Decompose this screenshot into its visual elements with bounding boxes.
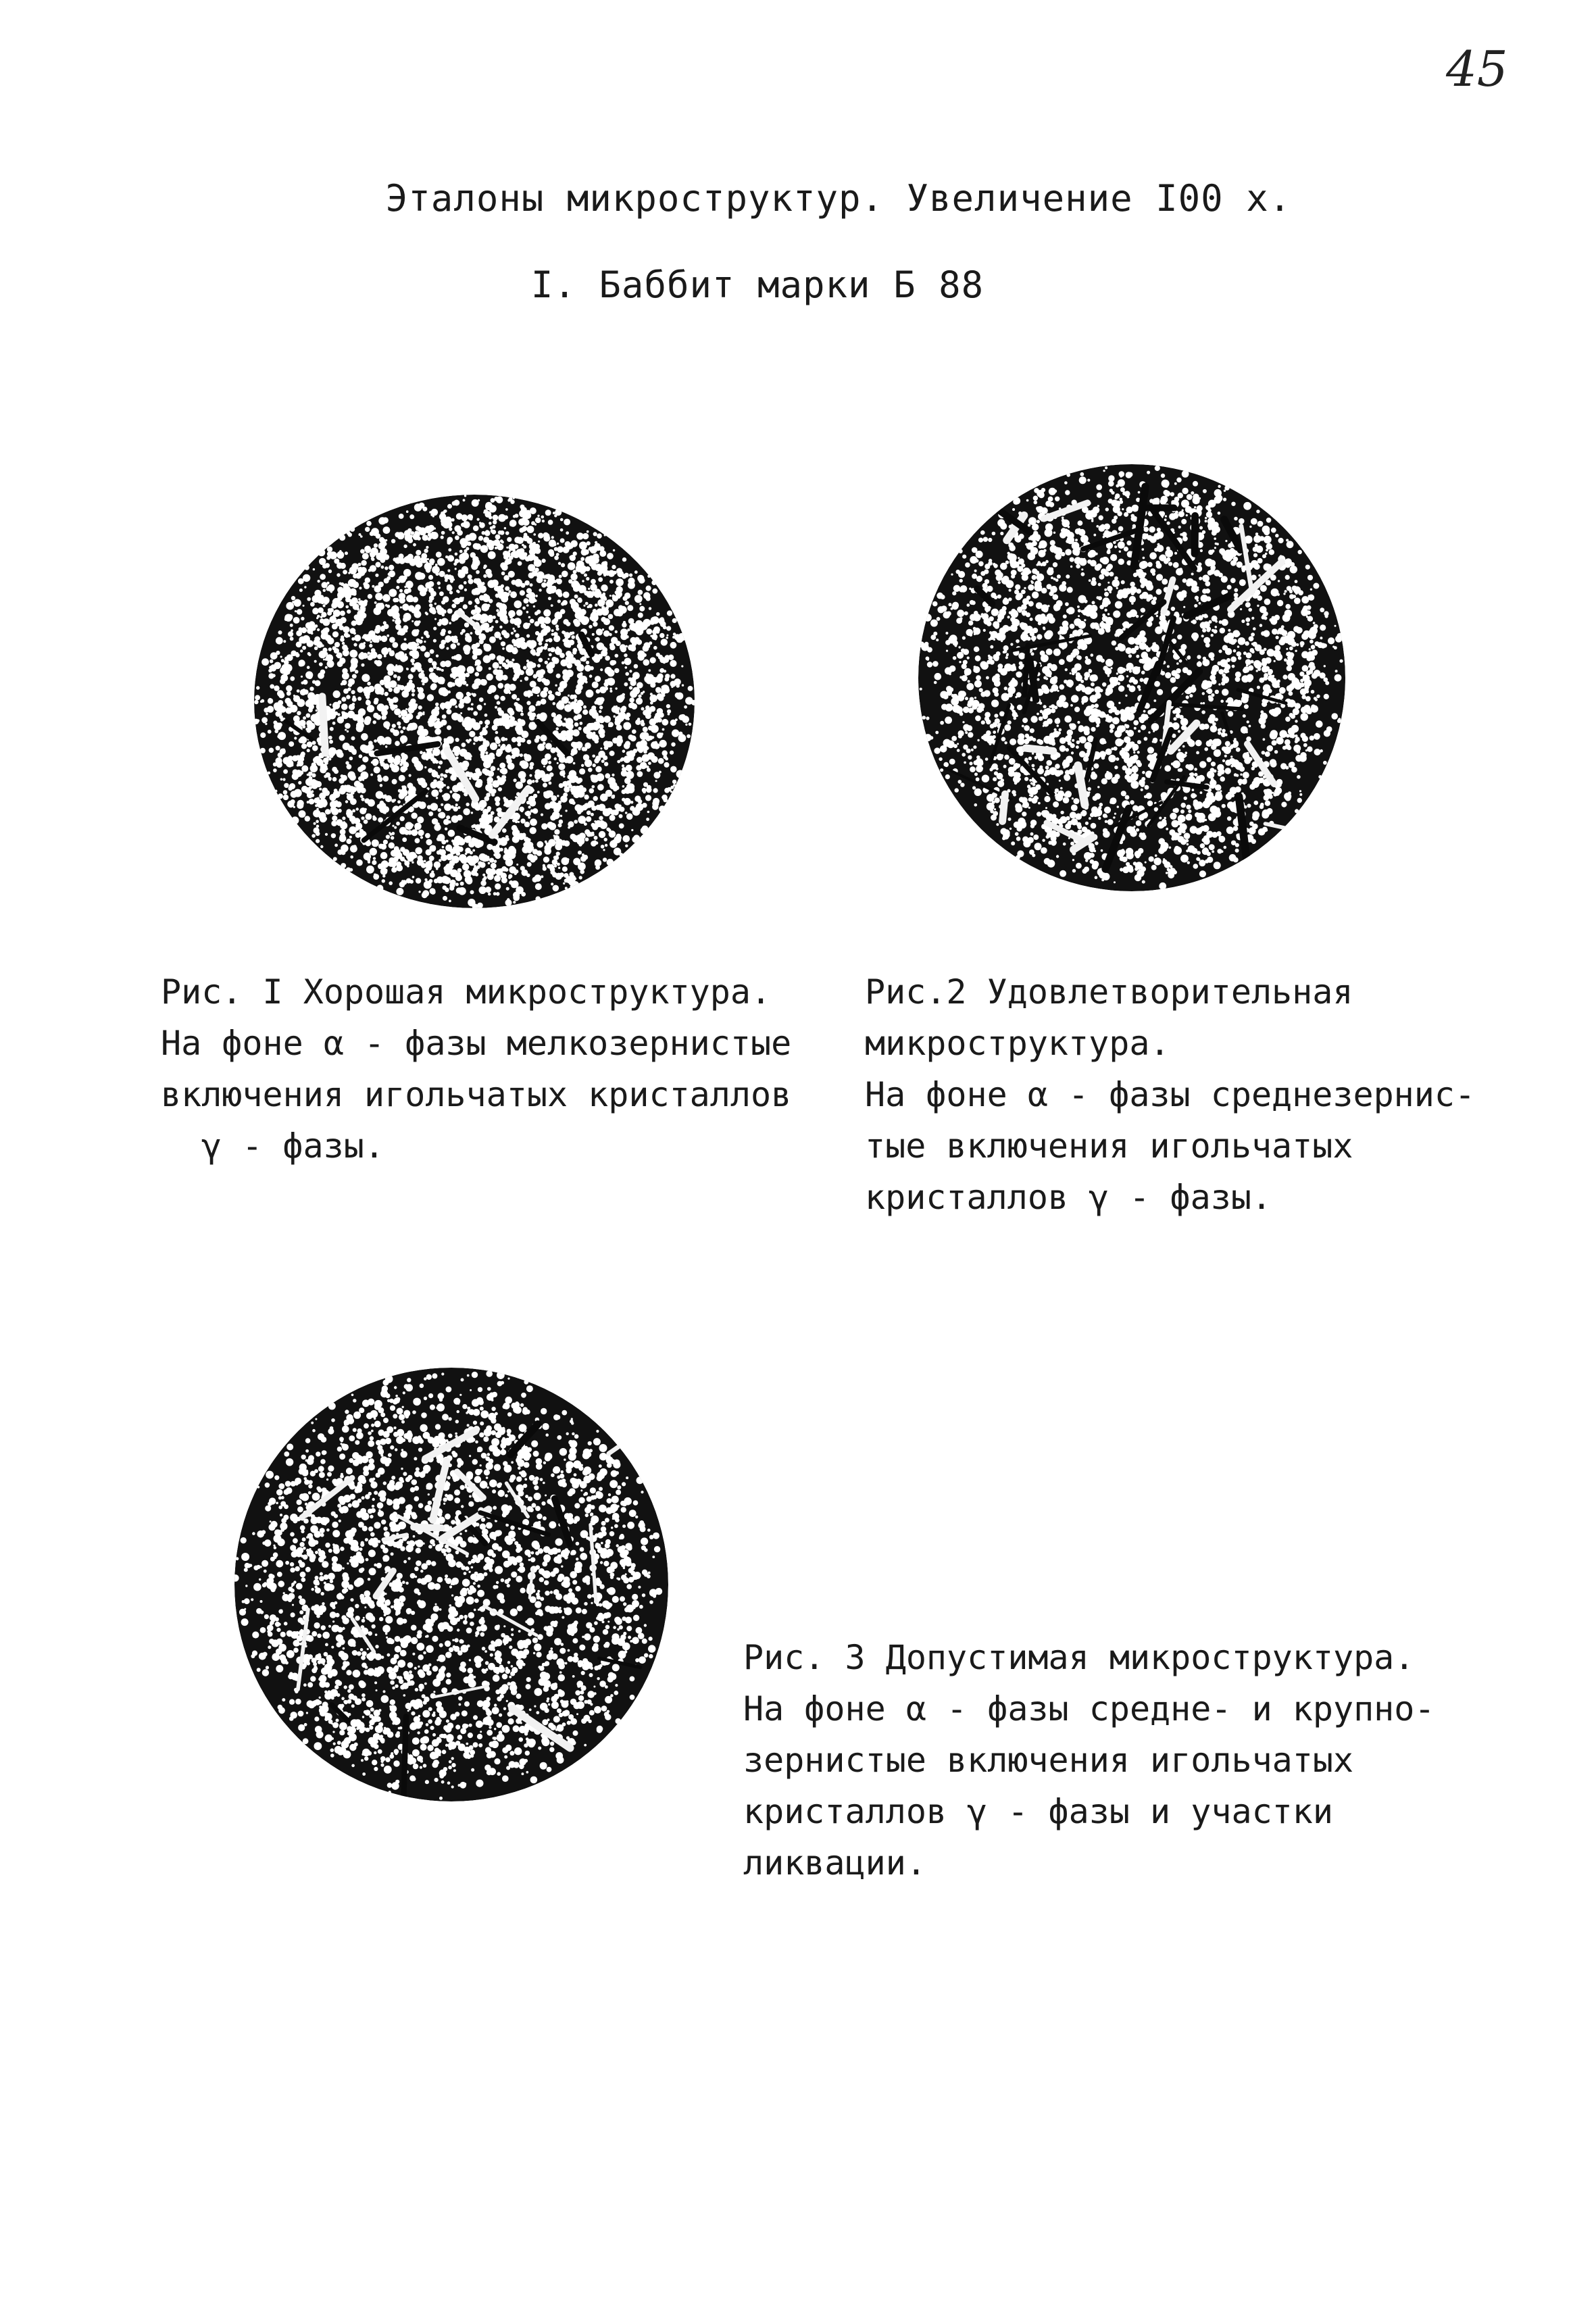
caption-line: кристаллов γ - фазы. [865,1178,1272,1217]
caption-line: ликвации. [743,1843,926,1883]
caption-line: включения игольчатых кристаллов [161,1075,792,1114]
caption-line: На фоне α - фазы мелкозернистые [161,1024,792,1063]
page-subtitle: I. Баббит марки Б 88 [530,264,984,306]
micrograph-figure-2 [916,462,1348,894]
micrograph-image-3 [232,1365,671,1804]
caption-line: На фоне α - фазы средне- и крупно- [743,1689,1435,1728]
caption-line: кристаллов γ - фазы и участки [743,1792,1333,1831]
caption-line: зернистые включения игольчатых [743,1741,1354,1780]
micrograph-figure-3 [232,1365,671,1804]
figure-3-caption [743,1632,1435,1889]
figure-1-caption [161,966,791,1172]
micrograph-image-1 [251,492,697,911]
caption-line: микроструктура. [865,1024,1170,1063]
caption-line: γ - фазы. [201,1126,384,1166]
caption-line: Рис. I Хорошая микроструктура. [161,972,772,1012]
caption-line: На фоне α - фазы среднезернис- [865,1075,1476,1114]
micrograph-image-2 [916,462,1348,894]
page-number: 45 [1446,41,1508,97]
caption-line: Рис.2 Удовлетворительная [865,972,1353,1012]
micrograph-figure-1 [251,492,697,911]
caption-line: тые включения игольчатых [865,1126,1353,1166]
page-title: Эталоны микроструктур. Увеличение I00 х. [385,177,1292,220]
figure-2-caption [865,966,1475,1223]
caption-line: Рис. 3 Допустимая микроструктура. [743,1638,1415,1677]
